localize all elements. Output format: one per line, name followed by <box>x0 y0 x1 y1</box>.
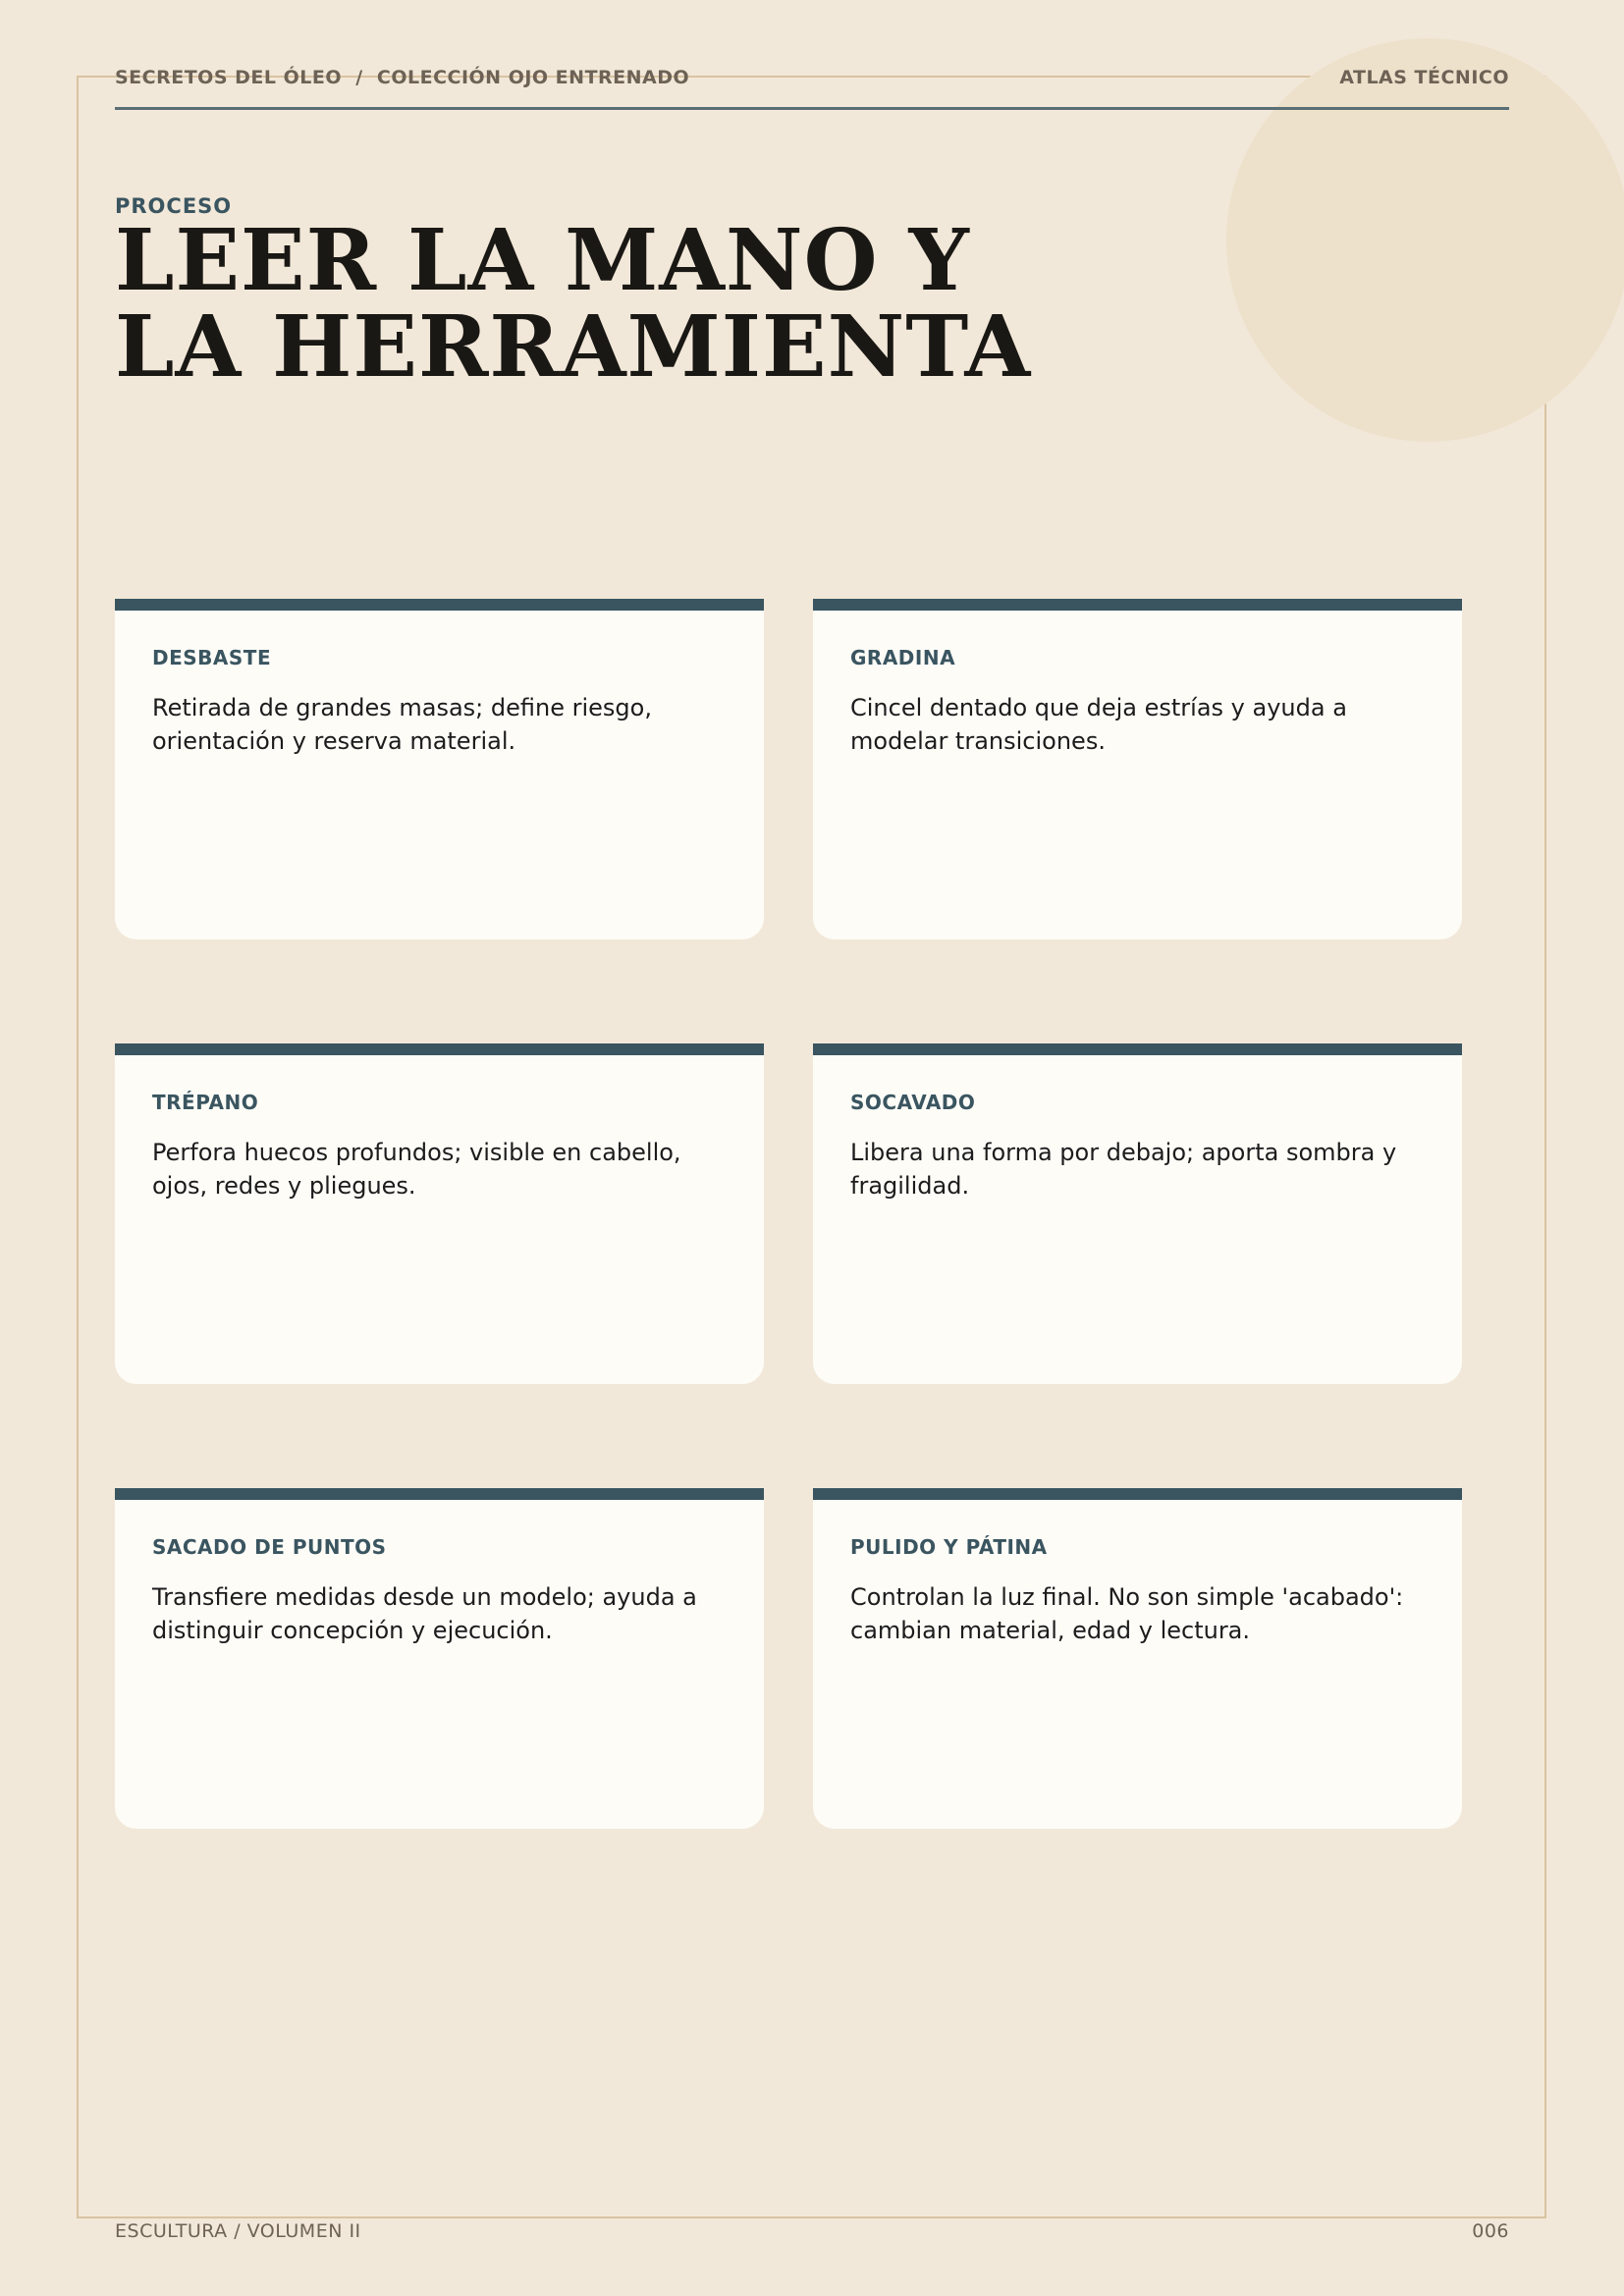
card-socavado <box>813 1043 1462 1384</box>
card-title: TRÉPANO <box>152 1091 259 1114</box>
header-section: ATLAS TÉCNICO <box>1339 67 1509 88</box>
card-sacado-de-puntos <box>115 1488 764 1829</box>
card-text: Retirada de grandes masas; define riesgo, orientación y reserva material. <box>152 694 652 755</box>
card-pulido-y-patina <box>813 1488 1462 1829</box>
page-number: 006 <box>1472 2220 1509 2242</box>
running-header <box>115 67 1509 88</box>
running-footer <box>115 2220 1509 2242</box>
card-title: GRADINA <box>850 646 956 669</box>
card-text: Perfora huecos profundos; visible en cabello, ojos, redes y pliegues. <box>152 1139 681 1200</box>
card-trepano <box>115 1043 764 1384</box>
header-divider <box>115 107 1509 110</box>
decorative-circle <box>1226 38 1624 442</box>
card-title: SACADO DE PUNTOS <box>152 1535 387 1559</box>
header-collection: SECRETOS DEL ÓLEO / COLECCIÓN OJO ENTRENADO <box>115 67 690 88</box>
card-text: Controlan la luz final. No son simple 'acabado': cambian material, edad y lectura. <box>850 1583 1404 1644</box>
card-text: Libera una forma por debajo; aporta sombra y fragilidad. <box>850 1139 1397 1200</box>
card-desbaste <box>115 599 764 939</box>
card-title: PULIDO Y PÁTINA <box>850 1535 1048 1559</box>
section-kicker: PROCESO <box>115 194 233 218</box>
page-title <box>115 211 1032 397</box>
card-title: SOCAVADO <box>850 1091 976 1114</box>
card-gradina <box>813 599 1462 939</box>
footer-volume: ESCULTURA / VOLUMEN II <box>115 2220 361 2242</box>
card-text: Cincel dentado que deja estrías y ayuda a modelar transiciones. <box>850 694 1347 755</box>
page-title-line-2: LA HERRAMIENTA <box>115 297 1032 397</box>
page-title-line-1: LEER LA MANO Y <box>115 211 970 310</box>
card-title: DESBASTE <box>152 646 272 669</box>
card-text: Transfiere medidas desde un modelo; ayuda a distinguir concepción y ejecución. <box>152 1583 697 1644</box>
